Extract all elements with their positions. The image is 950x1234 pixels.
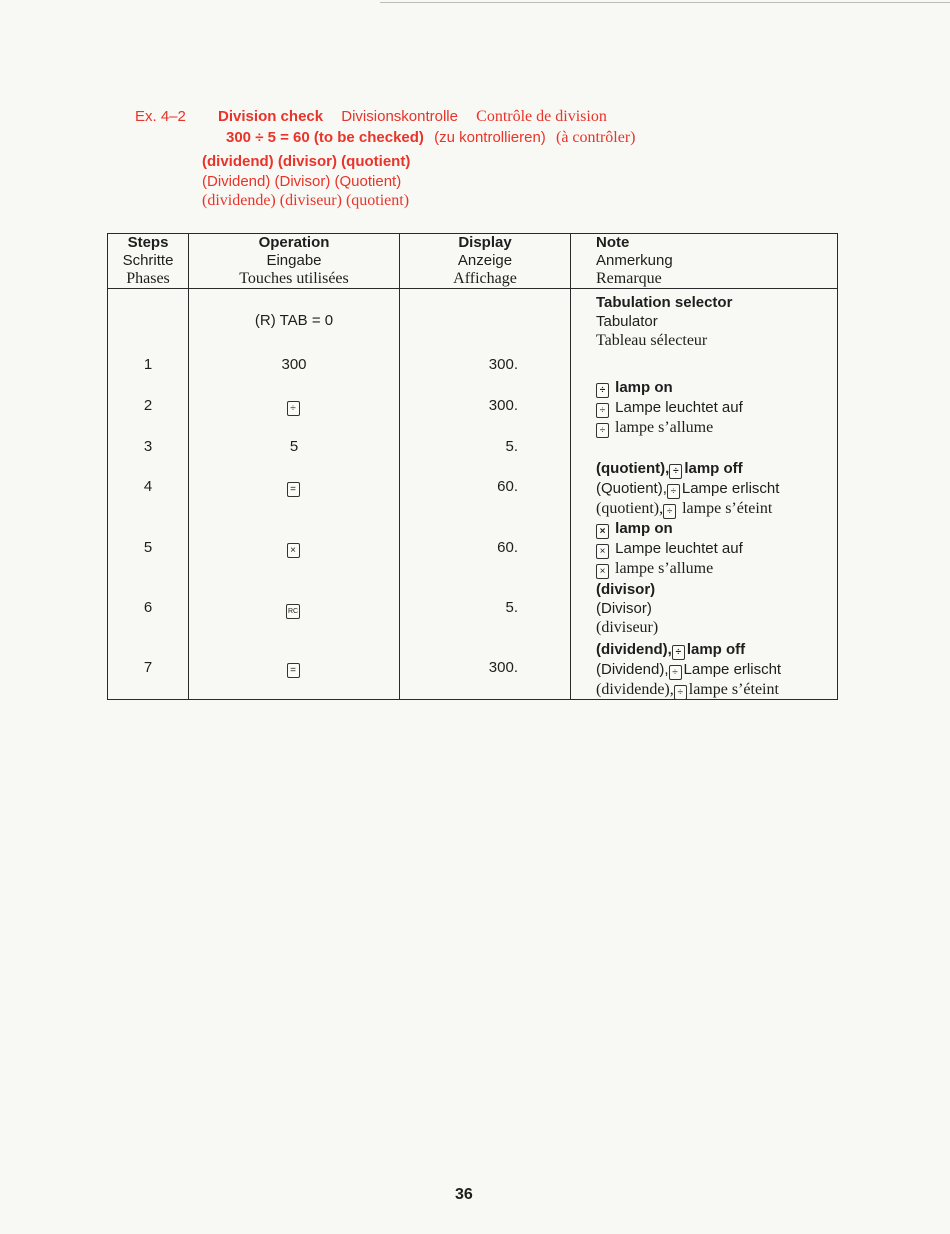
procedure-table	[107, 233, 838, 700]
multiply-key-icon: ×	[287, 543, 300, 558]
page-number: 36	[455, 1186, 473, 1203]
divide-key-icon: ÷	[669, 464, 682, 479]
note-setup-en: Tabulation selector	[596, 294, 733, 311]
header-steps-de: Schritte	[122, 252, 174, 269]
note-4-fr: lampe s’éteint	[682, 500, 773, 517]
note-setup-de: Tabulator	[596, 313, 658, 330]
note-7-fr-pre: (dividende),	[596, 681, 674, 698]
note-setup-fr: Tableau sélecteur	[596, 332, 708, 349]
note-step-2	[596, 378, 743, 438]
note-2-fr: lampe s’allume	[615, 419, 714, 436]
divide-key-icon: ÷	[596, 403, 609, 418]
title-fr: Contrôle de division	[476, 108, 607, 125]
note-2-en: lamp on	[615, 379, 673, 396]
example-heading	[135, 107, 621, 127]
header-operation	[189, 234, 400, 289]
operation-1: 300	[281, 356, 307, 373]
header-operation-fr: Touches utilisées	[239, 270, 349, 287]
step-1: 1	[143, 356, 153, 373]
terms-fr: (dividende) (diviseur) (quotient)	[202, 192, 410, 209]
divide-key-icon: ÷	[596, 423, 609, 438]
note-5-en: lamp on	[615, 520, 673, 537]
display-3: 5.	[505, 438, 518, 455]
divide-key-icon: ÷	[663, 504, 676, 519]
display-2: 300.	[488, 397, 518, 414]
table-body-row	[108, 289, 838, 700]
note-4-fr-pre: (quotient),	[596, 500, 664, 517]
note-6-en: (divisor)	[596, 581, 656, 598]
equals-key-icon: =	[287, 663, 300, 678]
header-display-fr: Affichage	[453, 270, 517, 287]
note-4-de-pre: (Quotient),	[596, 480, 667, 497]
header-display-de: Anzeige	[457, 252, 513, 269]
formula-line	[226, 128, 636, 148]
step-5: 5	[143, 539, 153, 556]
display-column	[400, 289, 571, 700]
formula-fr: (à contrôler)	[555, 129, 636, 146]
terms-de: (Dividend) (Divisor) (Quotient)	[202, 173, 402, 190]
divide-key-icon: ÷	[674, 685, 687, 700]
title-de: Divisionskontrolle	[341, 108, 458, 125]
note-6-fr: (diviseur)	[596, 619, 659, 636]
note-7-de-pre: (Dividend),	[596, 661, 669, 678]
step-7: 7	[143, 659, 153, 676]
step-4: 4	[143, 478, 153, 495]
step-6: 6	[143, 599, 153, 616]
multiply-key-icon: ×	[596, 544, 609, 559]
header-steps-fr: Phases	[126, 270, 170, 287]
operation-4	[189, 478, 399, 497]
note-6-de: (Divisor)	[596, 600, 652, 617]
note-4-en: lamp off	[684, 460, 743, 477]
multiply-key-icon: ×	[596, 564, 609, 579]
formula-en: 300 ÷ 5 = 60 (to be checked)	[226, 129, 424, 146]
display-6: 5.	[505, 599, 518, 616]
equals-key-icon: =	[287, 482, 300, 497]
header-operation-de: Eingabe	[266, 252, 322, 269]
header-note-en: Note	[596, 234, 630, 251]
note-step-7	[596, 640, 781, 700]
note-5-de: Lampe leuchtet auf	[615, 540, 743, 557]
table-header-row	[108, 234, 838, 289]
divide-key-icon: ÷	[672, 645, 685, 660]
display-7: 300.	[488, 659, 518, 676]
operation-6	[189, 599, 399, 619]
note-column	[571, 289, 838, 700]
note-7-fr: lampe s’éteint	[688, 681, 779, 698]
step-2: 2	[143, 397, 153, 414]
divide-key-icon: ÷	[669, 665, 682, 680]
display-5: 60.	[497, 539, 518, 556]
operation-3: 5	[289, 438, 299, 455]
header-operation-en: Operation	[258, 234, 330, 251]
header-note-fr: Remarque	[596, 270, 662, 287]
operation-7	[189, 659, 399, 678]
setup-operation: (R) TAB = 0	[254, 312, 334, 329]
display-4: 60.	[497, 478, 518, 495]
terms-en: (dividend) (divisor) (quotient)	[202, 153, 411, 170]
note-setup	[596, 293, 732, 350]
note-4-de: Lampe erlischt	[681, 480, 780, 497]
note-7-de: Lampe erlischt	[683, 661, 782, 678]
steps-column	[108, 289, 189, 700]
note-step-6	[596, 580, 658, 637]
display-1: 300.	[488, 356, 518, 373]
divide-key-icon: ÷	[287, 401, 300, 416]
header-steps-en: Steps	[127, 234, 169, 251]
note-step-5	[596, 519, 743, 579]
operation-column	[189, 289, 400, 700]
divide-key-icon: ÷	[596, 383, 609, 398]
header-display-en: Display	[458, 234, 512, 251]
note-4-en-pre: (quotient),	[596, 460, 670, 477]
operation-5	[189, 539, 399, 558]
multiply-key-icon: ×	[596, 524, 609, 539]
note-step-4	[596, 459, 779, 519]
step-3: 3	[143, 438, 153, 455]
formula-de: (zu kontrollieren)	[434, 129, 546, 146]
note-2-de: Lampe leuchtet auf	[615, 399, 743, 416]
title-en: Division check	[218, 108, 324, 125]
top-rule	[380, 2, 950, 3]
note-5-fr: lampe s’allume	[615, 560, 714, 577]
note-7-en: lamp off	[686, 641, 746, 658]
example-label: Ex. 4–2	[135, 108, 186, 125]
divide-key-icon: ÷	[667, 484, 680, 499]
header-display	[400, 234, 571, 289]
recall-key-icon: RC	[286, 604, 300, 619]
note-7-en-pre: (dividend),	[596, 641, 672, 658]
header-steps	[108, 234, 189, 289]
header-note-de: Anmerkung	[596, 252, 673, 269]
operation-2	[189, 397, 399, 416]
header-note	[571, 234, 838, 289]
